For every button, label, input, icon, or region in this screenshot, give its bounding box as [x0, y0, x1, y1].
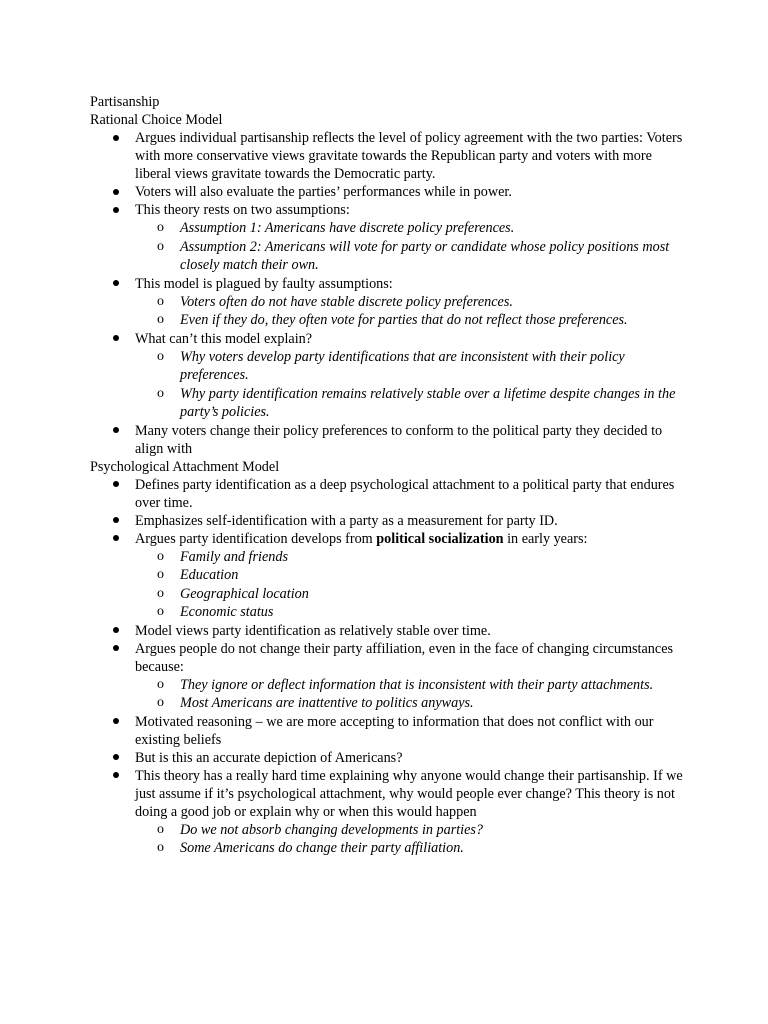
sub-bullet-text: Education [180, 567, 239, 583]
bullet-text: But is this an accurate depiction of Americans? [135, 749, 403, 766]
circle-bullet-icon: o [157, 821, 164, 837]
bullet-item [90, 201, 690, 219]
bullet-text: Many voters change their policy preferences to conform to the political party they decided to align with [135, 422, 663, 457]
bullet-item [90, 330, 690, 348]
sub-bullet-text: Some Americans do change their party affiliation. [180, 840, 464, 856]
bullet-item [90, 749, 690, 767]
bullet-dot-icon [110, 275, 122, 293]
sub-bullet-list [135, 293, 690, 330]
sub-bullet-item [135, 348, 690, 385]
sub-list-container [90, 293, 690, 330]
circle-bullet-icon: o [157, 567, 164, 582]
circle-bullet-icon: o [157, 695, 164, 710]
bullet-dot-icon [110, 530, 122, 548]
bullet-item [90, 275, 690, 293]
bullet-text: This theory has a really hard time explaining why anyone would change their partisanship. If we just assume if it’s psychological attachment, why would people ever change? This theory is not doing a good job or explain why or when this would happen [135, 767, 683, 820]
circle-bullet-icon: o [157, 293, 164, 309]
bullet-item [90, 530, 690, 548]
bullet-list [90, 129, 690, 458]
sub-bullet-list [135, 548, 690, 622]
circle-bullet-icon: o [157, 312, 164, 327]
sub-bullet-text: Even if they do, they often vote for parties that do not reflect those preferences. [180, 312, 628, 328]
sub-bullet-text: Assumption 1: Americans have discrete policy preferences. [180, 220, 515, 236]
bullet-dot-icon [110, 512, 122, 530]
sub-bullet-text: Family and friends [180, 548, 288, 565]
sub-list-container [90, 676, 690, 713]
bullet-text: Model views party identification as relatively stable over time. [135, 622, 491, 639]
bullet-item [90, 512, 690, 530]
sub-bullet-list [135, 676, 690, 713]
circle-bullet-icon: o [157, 604, 164, 619]
sub-list-container [90, 219, 690, 275]
bullet-item [90, 622, 690, 640]
bullet-text: This theory rests on two assumptions: [135, 202, 350, 218]
sub-bullet-item [135, 676, 690, 695]
bullet-dot-icon [110, 183, 122, 201]
bullet-dot-icon [110, 749, 122, 767]
sub-bullet-text: Most Americans are inattentive to politics anyways. [180, 695, 474, 711]
bullet-dot-icon [110, 201, 122, 219]
bullet-item [90, 183, 690, 201]
bullet-list [90, 476, 690, 858]
bullet-dot-icon [110, 640, 122, 658]
sub-bullet-text: Do we not absorb changing developments in parties? [180, 821, 484, 838]
bullet-text: This model is plagued by faulty assumptions: [135, 275, 393, 292]
sub-bullet-item [135, 585, 690, 604]
sub-bullet-text: Voters often do not have stable discrete policy preferences. [180, 293, 513, 310]
circle-bullet-icon: o [157, 220, 164, 235]
bullet-dot-icon [110, 129, 122, 147]
sub-bullet-list [135, 821, 690, 858]
bullet-item [90, 422, 690, 458]
sub-bullet-item [135, 219, 690, 238]
sub-bullet-text: They ignore or deflect information that is inconsistent with their party attachments. [180, 676, 654, 693]
bullet-dot-icon [110, 476, 122, 494]
bullet-dot-icon [110, 713, 122, 731]
sub-bullet-item [135, 238, 690, 275]
sub-bullet-text: Why party identification remains relatively stable over a lifetime despite changes in the party’s policies. [180, 385, 676, 420]
bullet-dot-icon [110, 422, 122, 440]
bullet-dot-icon [110, 330, 122, 348]
sub-bullet-item [135, 821, 690, 840]
sub-list-container [90, 348, 690, 422]
bullet-dot-icon [110, 767, 122, 785]
sub-bullet-item [135, 839, 690, 858]
bullet-item [90, 129, 690, 183]
section-heading: Psychological Attachment Model [90, 458, 280, 475]
bullet-text: Argues party identification develops from [135, 530, 377, 547]
bullet-item [90, 713, 690, 749]
circle-bullet-icon: o [157, 676, 164, 692]
document-page [90, 93, 690, 858]
circle-bullet-icon: o [157, 840, 164, 855]
sub-bullet-item [135, 603, 690, 622]
sub-bullet-text: Economic status [180, 604, 274, 620]
bullet-text-after: in early years: [503, 530, 588, 547]
bullet-text: Emphasizes self-identification with a party as a measurement for party ID. [135, 512, 558, 529]
sub-bullet-text: Assumption 2: Americans will vote for party or candidate whose policy positions most closely match their own. [180, 238, 670, 273]
document-body [90, 111, 690, 858]
bullet-item [90, 767, 690, 821]
bullet-item [90, 476, 690, 512]
bullet-item [90, 640, 690, 676]
bold-term: political socialization [376, 530, 504, 547]
sub-list-container [90, 821, 690, 858]
circle-bullet-icon: o [157, 238, 164, 254]
circle-bullet-icon: o [157, 385, 164, 401]
bullet-text: Defines party identification as a deep psychological attachment to a political party that endures over time. [135, 476, 675, 511]
bullet-dot-icon [110, 622, 122, 640]
sub-list-container [90, 548, 690, 622]
sub-bullet-item [135, 311, 690, 330]
document-title: Partisanship [90, 94, 160, 110]
bullet-text: Argues people do not change their party affiliation, even in the face of changing circumstances because: [135, 640, 674, 675]
bullet-text: Argues individual partisanship reflects the level of policy agreement with the two parties: Voters with more conservative views gravitate towards the Republican party and voters with more liberal views gravitate towards the Democratic party. [135, 130, 683, 182]
circle-bullet-icon: o [157, 348, 164, 364]
sub-bullet-item [135, 694, 690, 713]
bullet-text: Voters will also evaluate the parties’ performances while in power. [135, 184, 512, 200]
section-heading: Rational Choice Model [90, 112, 223, 128]
sub-bullet-item [135, 566, 690, 585]
sub-bullet-item [135, 385, 690, 422]
sub-bullet-item [135, 293, 690, 312]
sub-bullet-list [135, 348, 690, 422]
sub-bullet-item [135, 548, 690, 567]
sub-bullet-text: Geographical location [180, 585, 309, 602]
sub-bullet-list [135, 219, 690, 275]
sub-bullet-text: Why voters develop party identifications that are inconsistent with their policy preferences. [180, 348, 625, 383]
bullet-text: What can’t this model explain? [135, 330, 313, 347]
circle-bullet-icon: o [157, 585, 164, 601]
circle-bullet-icon: o [157, 548, 164, 564]
bullet-text: Motivated reasoning – we are more accepting to information that does not conflict with our existing beliefs [135, 713, 654, 748]
